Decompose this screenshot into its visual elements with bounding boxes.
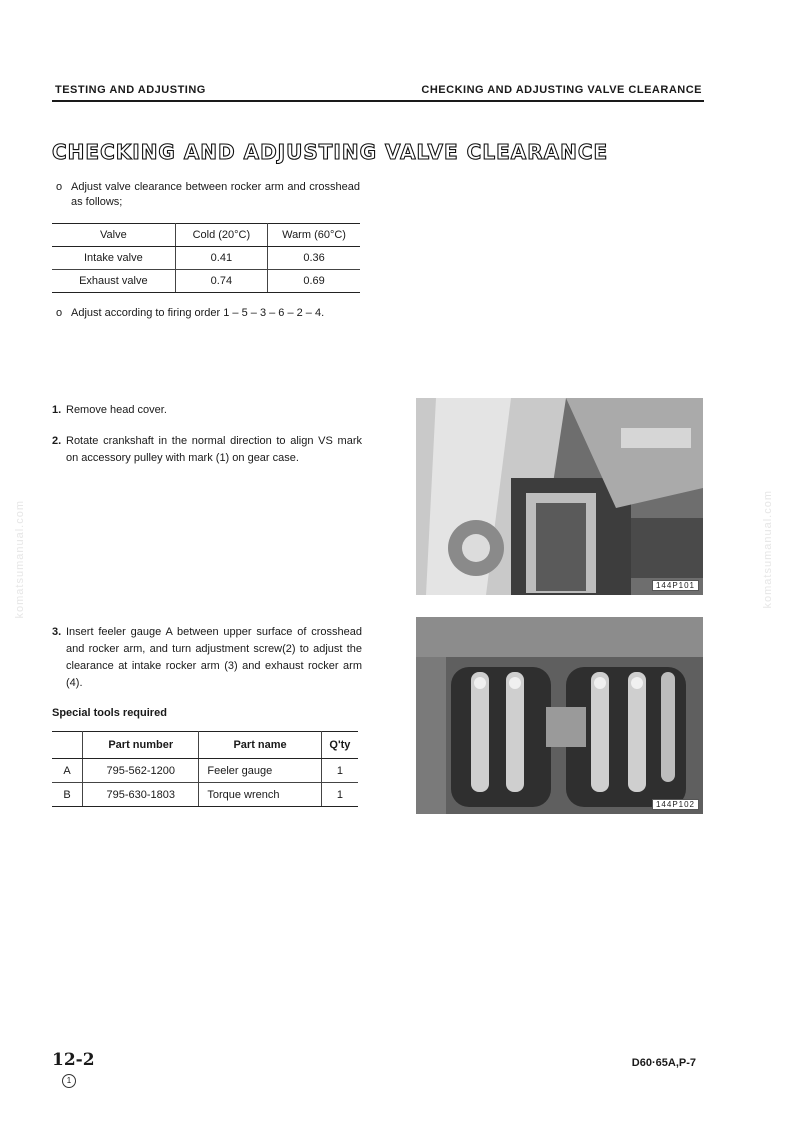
photo-2-graphic xyxy=(416,617,703,814)
table-cell: 795-562-1200 xyxy=(83,759,199,783)
table-cell: 0.36 xyxy=(303,252,325,264)
firing-order-text: Adjust according to firing order 1 – 5 – 3 – 6 – 2 – 4. xyxy=(71,307,325,319)
table-cell: B xyxy=(52,783,83,807)
section-header: TESTING AND ADJUSTING xyxy=(55,84,206,96)
revision-mark: 1 xyxy=(62,1074,76,1088)
step-text: Insert feeler gauge A between upper surface of crosshead and rocker arm, and turn adjustment screw(2) to adjust the clearance at intake rocker arm (3) and exhaust rocker arm (4). xyxy=(66,626,362,689)
step-3 xyxy=(52,624,362,696)
table-cell: 0.69 xyxy=(268,270,360,293)
table-cell: Feeler gauge xyxy=(199,759,321,783)
table-header-row xyxy=(52,732,358,759)
step-text: Rotate crankshaft in the normal direction to align VS mark on accessory pulley with mark (1) on gear case. xyxy=(66,435,362,464)
column-header: Warm (60°C) xyxy=(268,224,360,247)
step-number: 1. xyxy=(52,404,62,416)
intro-text: Adjust valve clearance between rocker arm and crosshead as follows; xyxy=(71,181,360,208)
page-number: 12-2 xyxy=(52,1050,95,1070)
photo-2-label: 144P102 xyxy=(652,799,699,810)
column-header: Part name xyxy=(199,732,321,759)
table-cell: A xyxy=(52,759,83,783)
column-header: Q'ty xyxy=(321,732,358,759)
column-header: Part number xyxy=(83,732,199,759)
step-2 xyxy=(52,433,362,469)
step-text: Remove head cover. xyxy=(66,404,167,416)
firing-order-bullet xyxy=(56,306,360,338)
special-tools-table xyxy=(52,731,358,807)
photo-1-label: 144P101 xyxy=(652,580,699,591)
step-number: 2. xyxy=(52,435,62,447)
table-row xyxy=(52,270,360,293)
column-header: Cold (20°C) xyxy=(175,224,267,247)
watermark-right: komatsumanual.com xyxy=(762,490,774,609)
table-cell: Torque wrench xyxy=(199,783,321,807)
photo-accessory-pulley xyxy=(416,398,703,595)
valve-clearance-table xyxy=(52,223,360,293)
table-row xyxy=(52,247,360,270)
table-cell: 0.41 xyxy=(175,247,267,270)
page-title: CHECKING AND ADJUSTING VALVE CLEARANCE xyxy=(52,140,609,164)
table-row xyxy=(52,783,358,807)
intro-bullet xyxy=(56,180,360,212)
table-cell: 795-630-1803 xyxy=(83,783,199,807)
step-number: 3. xyxy=(52,626,62,638)
column-header xyxy=(52,732,83,759)
table-cell: 1 xyxy=(321,783,358,807)
table-cell: 1 xyxy=(321,759,358,783)
table-cell: Intake valve xyxy=(52,247,175,270)
step-1 xyxy=(52,402,362,420)
table-cell: Exhaust valve xyxy=(52,270,175,293)
table-row xyxy=(52,759,358,783)
model-code: D60·65A,P-7 xyxy=(631,1057,696,1069)
special-tools-title: Special tools required xyxy=(52,707,167,719)
topic-header: CHECKING AND ADJUSTING VALVE CLEARANCE xyxy=(421,84,702,96)
photo-rocker-arms xyxy=(416,617,703,814)
column-header: Valve xyxy=(52,224,175,247)
header-rule xyxy=(52,100,704,102)
table-cell: 0.74 xyxy=(175,270,267,293)
photo-1-graphic xyxy=(416,398,703,595)
watermark-left: komatsumanual.com xyxy=(14,500,26,619)
bullet-symbol: o xyxy=(56,307,63,319)
table-header-row xyxy=(52,224,360,247)
bullet-symbol: o xyxy=(56,181,63,193)
